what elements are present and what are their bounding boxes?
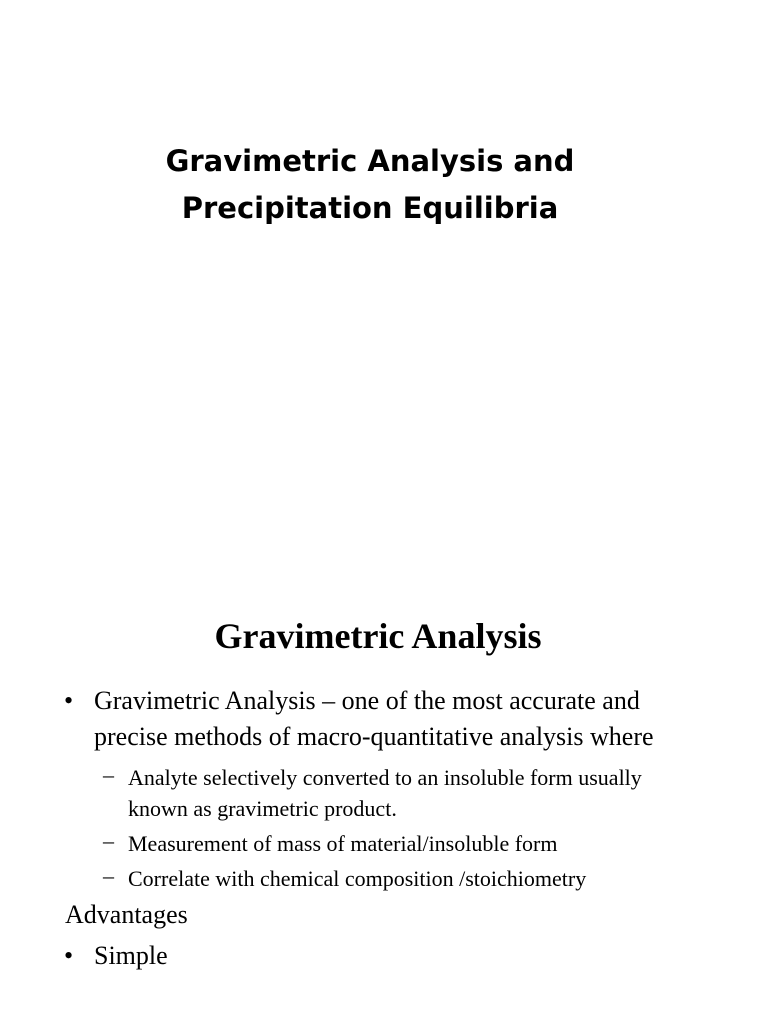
bullet-text: Simple	[94, 941, 168, 970]
sub-bullet-list	[0, 762, 768, 894]
title-slide	[0, 0, 768, 300]
sub-bullet-item	[0, 762, 768, 824]
sub-bullet-text: Correlate with chemical composition /stoichiometry	[128, 866, 587, 891]
advantages-heading: Advantages	[65, 900, 188, 929]
sub-bullet-text: Measurement of mass of material/insoluble form	[128, 831, 558, 856]
slide-title	[0, 138, 740, 232]
bullet-item	[0, 938, 768, 974]
dash-marker: –	[103, 762, 114, 787]
sub-bullet-item	[0, 828, 768, 859]
sub-bullet-item	[0, 863, 768, 894]
bullet-marker: •	[64, 941, 74, 970]
dash-marker: –	[103, 863, 114, 888]
slide-title-line-1: Gravimetric Analysis and	[165, 144, 575, 178]
content-slide	[0, 600, 768, 1024]
slide-title-line-2: Precipitation Equilibria	[181, 191, 559, 225]
bullet-item	[0, 683, 768, 755]
sub-bullet-text: Analyte selectively converted to an insoluble form usually known as gravimetric product.	[128, 765, 642, 821]
bullet-marker: •	[64, 686, 74, 715]
bullet-text: Gravimetric Analysis – one of the most accurate and precise methods of macro-quantitative analysis where	[94, 686, 654, 751]
slide-body	[0, 683, 768, 974]
slide-heading: Gravimetric Analysis	[214, 616, 542, 656]
dash-marker: –	[103, 828, 114, 853]
